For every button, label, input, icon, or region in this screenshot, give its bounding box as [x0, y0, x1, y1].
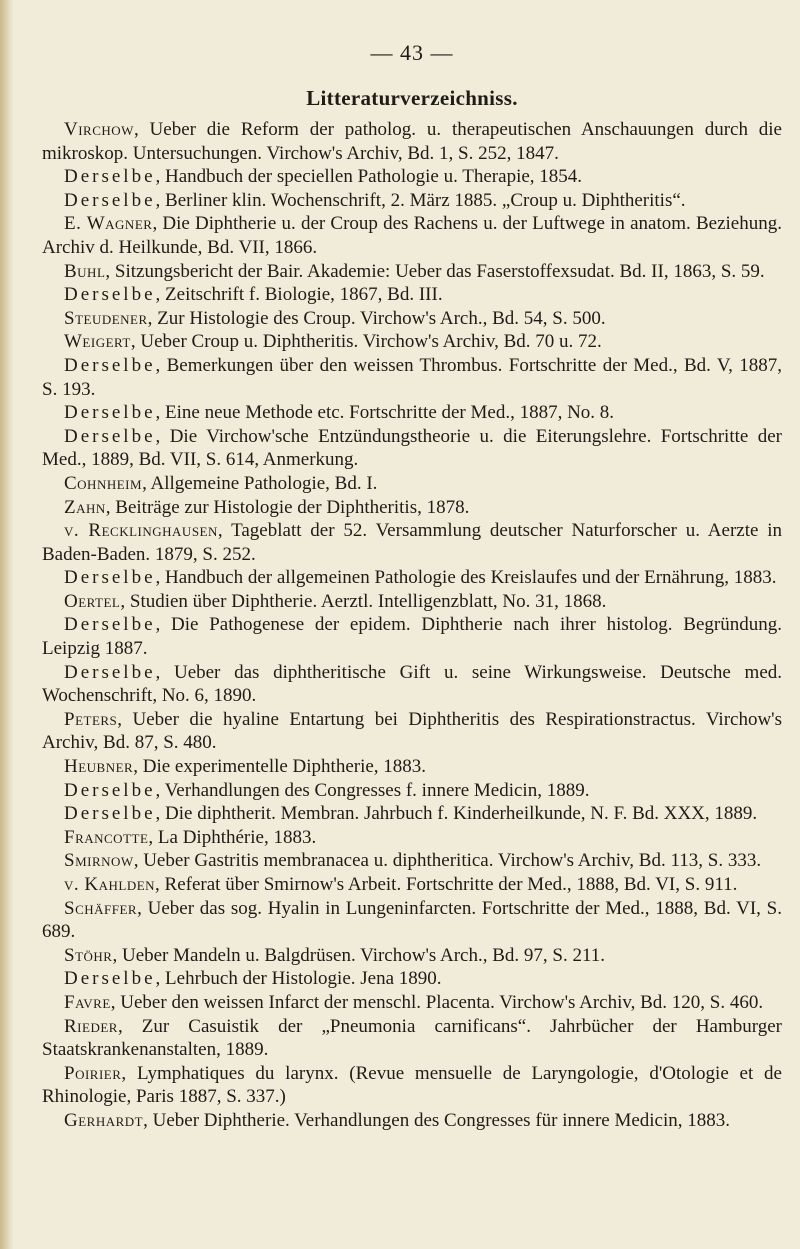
entry-author: Heubner: [64, 756, 134, 778]
entry-text: , La Diphthérie, 1883.: [148, 826, 317, 848]
entry-text: , Zeitschrift f. Biologie, 1867, Bd. III.: [155, 284, 443, 306]
entry-author: Derselbe: [64, 661, 156, 683]
bibliography-entry: [42, 1062, 782, 1109]
entry-text: , Zur Casuistik der „Pneumonia carnificans“. Jahrbücher der Hamburger Staatskrankenanstalten, 1889.: [42, 1015, 782, 1061]
entry-text: , Die diphtherit. Membran. Jahrbuch f. Kinderheilkunde, N. F. Bd. XXX, 1889.: [155, 803, 758, 825]
entry-author: v. Recklinghausen: [64, 520, 218, 542]
entry-author: Poirier: [64, 1062, 122, 1084]
entry-author: Cohnheim: [64, 472, 143, 494]
entry-text: , Beiträge zur Histologie der Diphtheritis, 1878.: [105, 496, 470, 518]
bibliography-entry: [42, 802, 782, 826]
entry-author: Derselbe: [64, 803, 156, 825]
entry-text: , Sitzungsbericht der Bair. Akademie: Ueber das Faserstoffexsudat. Bd. II, 1863, S. 59.: [105, 260, 765, 282]
entry-text: , Tageblatt der 52. Versammlung deutscher Naturforscher u. Aerzte in Baden-Baden. 1879, S. 252.: [42, 520, 782, 565]
bibliography-entry: [42, 849, 782, 873]
bibliography-entry: [42, 590, 782, 614]
bibliography-entry: [42, 212, 782, 259]
entry-text: , Lehrbuch der Histologie. Jena 1890.: [155, 968, 442, 990]
entry-author: Derselbe: [64, 567, 156, 589]
bibliography-entry: [42, 189, 782, 213]
entry-author: Virchow: [64, 119, 134, 140]
entry-author: v. Kahlden: [64, 874, 156, 895]
bibliography-entry: [42, 118, 782, 165]
entry-text: , Die experimentelle Diphtherie, 1883.: [133, 756, 427, 778]
entry-text: , Ueber Mandeln u. Balgdrüsen. Virchow's Arch., Bd. 97, S. 211.: [112, 944, 605, 966]
entry-author: Oertel: [64, 590, 121, 612]
bibliography-entry: [42, 944, 782, 968]
entry-author: Steudener: [64, 307, 148, 329]
bibliography-entry: [42, 165, 782, 189]
bibliography-entry: [42, 613, 782, 660]
bibliography-list: [42, 118, 782, 1133]
entry-author: Derselbe: [64, 968, 156, 990]
entry-author: Derselbe: [64, 189, 156, 211]
bibliography-entry: [42, 425, 782, 472]
entry-author: Derselbe: [64, 779, 156, 801]
entry-text: , Ueber den weissen Infarct der menschl. Placenta. Virchow's Archiv, Bd. 120, S. 460.: [110, 991, 764, 1013]
entry-text: , Allgemeine Pathologie, Bd. I.: [142, 472, 378, 494]
bibliography-entry: [42, 354, 782, 401]
entry-text: , Ueber das diphtheritische Gift u. seine Wirkungsweise. Deutsche med. Wochenschrift, No. 6, 1890.: [42, 661, 782, 707]
entry-text: , Handbuch der allgemeinen Pathologie des Kreislaufes und der Ernährung, 1883.: [155, 567, 777, 589]
entry-author: Peters: [64, 708, 118, 730]
entry-author: Gerhardt: [64, 1109, 144, 1131]
bibliography-entry: [42, 566, 782, 590]
bibliography-entry: [42, 708, 782, 755]
entry-author: Derselbe: [64, 402, 156, 424]
entry-text: , Handbuch der speciellen Pathologie u. Therapie, 1854.: [155, 166, 583, 188]
bibliography-entry: [42, 307, 782, 331]
entry-author: Rieder: [64, 1015, 118, 1037]
entry-text: , Ueber die Reform der patholog. u. therapeutischen Anschauungen durch die mikroskop. Untersuchungen. Virchow's Archiv, Bd. 1, S. 252, 1847.: [42, 119, 782, 164]
bibliography-entry: [42, 897, 782, 944]
entry-text: , Berliner klin. Wochenschrift, 2. März 1885. „Croup u. Diphtheritis“.: [155, 189, 686, 211]
entry-author: Derselbe: [64, 614, 156, 636]
entry-text: , Zur Histologie des Croup. Virchow's Arch., Bd. 54, S. 500.: [147, 307, 606, 329]
entry-author: E. Wagner: [64, 213, 153, 235]
entry-text: , Lymphatiques du larynx. (Revue mensuelle de Laryngologie, d'Otologie et de Rhinologie, Paris 1887, S. 337.): [42, 1062, 782, 1108]
entry-author: Smirnow: [64, 850, 134, 872]
bibliography-entry: [42, 779, 782, 803]
entry-author: Derselbe: [64, 166, 156, 188]
entry-text: , Eine neue Methode etc. Fortschritte der Med., 1887, No. 8.: [155, 402, 615, 424]
entry-text: , Ueber das sog. Hyalin in Lungeninfarcten. Fortschritte der Med., 1888, Bd. VI, S. 689.: [42, 897, 782, 943]
bibliography-entry: [42, 826, 782, 850]
entry-author: Weigert: [64, 331, 131, 353]
bibliography-entry: [42, 472, 782, 496]
entry-author: Zahn: [64, 496, 106, 518]
entry-author: Derselbe: [64, 284, 156, 306]
bibliography-entry: [42, 1109, 782, 1133]
document-page: [42, 0, 782, 1133]
entry-text: , Ueber Diphtherie. Verhandlungen des Congresses für innere Medicin, 1883.: [143, 1109, 731, 1131]
entry-author: Derselbe: [64, 425, 156, 447]
entry-author: Francotte: [64, 826, 149, 848]
bibliography-entry: [42, 661, 782, 708]
entry-author: Buhl: [64, 260, 106, 282]
bibliography-entry: [42, 260, 782, 284]
bibliography-entry: [42, 967, 782, 991]
entry-author: Stöhr: [64, 944, 113, 966]
entry-text: , Die Diphtherie u. der Croup des Rachens u. der Luftwege in anatom. Beziehung. Archiv d. Heilkunde, Bd. VII, 1866.: [42, 213, 782, 258]
entry-text: , Verhandlungen des Congresses f. innere Medicin, 1889.: [155, 779, 590, 801]
entry-author: Favre: [64, 991, 111, 1013]
bibliography-entry: [42, 330, 782, 354]
entry-author: Derselbe: [64, 354, 156, 376]
entry-author: Schäffer: [64, 897, 138, 919]
bibliography-entry: [42, 991, 782, 1015]
bibliography-entry: [42, 1015, 782, 1062]
entry-text: , Die Virchow'sche Entzündungstheorie u. die Eiterungslehre. Fortschritte der Med., 1889, Bd. VII, S. 614, Anmerkung.: [42, 425, 782, 471]
bibliography-entry: [42, 519, 782, 566]
bibliography-entry: [42, 755, 782, 779]
entry-text: , Ueber Croup u. Diphtheritis. Virchow's Archiv, Bd. 70 u. 72.: [130, 331, 602, 353]
bibliography-entry: [42, 283, 782, 307]
page-title: Litteraturverzeichniss.: [306, 86, 518, 110]
entry-text: , Bemerkungen über den weissen Thrombus. Fortschritte der Med., Bd. V, 1887, S. 193.: [42, 354, 782, 400]
entry-text: , Referat über Smirnow's Arbeit. Fortschritte der Med., 1888, Bd. VI, S. 911.: [155, 874, 738, 895]
entry-text: , Ueber Gastritis membranacea u. diphtheritica. Virchow's Archiv, Bd. 113, S. 333.: [133, 850, 762, 872]
page-edge-shadow: [0, 0, 14, 1249]
entry-text: , Die Pathogenese der epidem. Diphtherie nach ihrer histolog. Begründung. Leipzig 1887.: [42, 614, 782, 660]
entry-text: , Ueber die hyaline Entartung bei Diphtheritis des Respirationstractus. Virchow's Archiv, Bd. 87, S. 480.: [42, 708, 782, 754]
entry-text: , Studien über Diphtherie. Aerztl. Intelligenzblatt, No. 31, 1868.: [120, 590, 607, 612]
bibliography-entry: [42, 496, 782, 520]
bibliography-entry: [42, 873, 782, 897]
page-number: — 43 —: [370, 40, 454, 65]
bibliography-entry: [42, 401, 782, 425]
